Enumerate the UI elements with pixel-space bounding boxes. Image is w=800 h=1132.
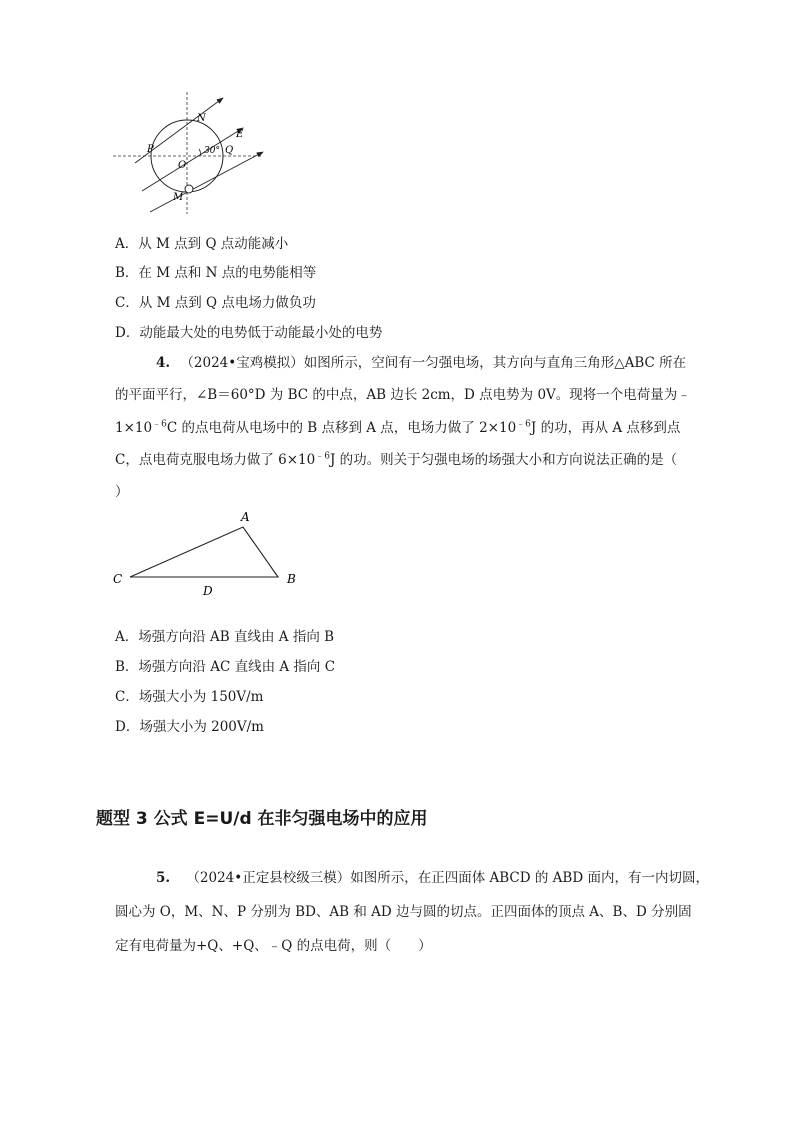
q3-option-d: D．动能最大处的电势低于动能最小处的电势 xyxy=(115,325,383,341)
point-m xyxy=(185,185,193,193)
q4-option-b: B．场强方向沿 AC 直线由 A 指向 C xyxy=(115,659,336,675)
field-line-2 xyxy=(142,128,243,191)
label-angle: 30° xyxy=(204,146,220,156)
q5-number: 5. xyxy=(156,870,171,886)
q5-line-3: 定有电荷量为+Q、+Q、﹣Q 的点电荷，则（ ） xyxy=(115,938,432,954)
label-c: C xyxy=(113,572,123,586)
label-e: E xyxy=(236,129,244,140)
q4-line-1 xyxy=(156,353,686,373)
triangle-abc-figure xyxy=(105,505,305,600)
label-a: A xyxy=(241,510,250,524)
q3-option-a: A．从 M 点到 Q 点动能减小 xyxy=(115,236,289,252)
label-d: D xyxy=(203,584,213,598)
label-m: M xyxy=(173,192,184,203)
q3-option-c: C．从 M 点到 Q 点电场力做负功 xyxy=(115,295,316,311)
label-n: N xyxy=(197,113,206,124)
label-o: O xyxy=(178,160,187,171)
q5-line-2: 圆心为 O，M、N、P 分别为 BD、AB 和 AD 边与圆的切点。正四面体的顶点 A、B、D 分别固 xyxy=(115,904,692,920)
triangle-abc xyxy=(130,527,278,577)
q4-line-5: ） xyxy=(115,484,129,500)
q4-number: 4. xyxy=(156,355,171,371)
q4-text-1: （2024•宝鸡模拟）如图所示，空间有一匀强电场，其方向与直角三角形△ABC 所在 xyxy=(180,355,687,371)
q4-option-a: A．场强方向沿 AB 直线由 A 指向 B xyxy=(115,629,335,645)
label-q: Q xyxy=(225,145,234,156)
circle xyxy=(151,120,223,192)
q4-option-c: C．场强大小为 150V/m xyxy=(115,689,264,705)
q4-line-4: C，点电荷克服电场力做了 $6\times 10^{﹣6}J$ 的功。则关于匀强电场的场强大小和方向说法正确的是（ xyxy=(115,451,678,468)
label-b: B xyxy=(287,572,296,586)
section-title: 题型 3 公式 E=U/d 在非匀强电场中的应用 xyxy=(96,809,428,829)
q5-text-1: （2024•正定县校级三模）如图所示，在正四面体 ABCD 的 ABD 面内，有一内切圆， xyxy=(186,870,709,886)
field-line-3 xyxy=(150,152,263,212)
q5-line-1 xyxy=(156,868,709,888)
circle-field-figure xyxy=(105,88,275,218)
label-p: P xyxy=(147,144,154,155)
q3-option-b: B．在 M 点和 N 点的电势能相等 xyxy=(115,265,317,281)
q4-line-2: 的平面平行，∠B＝60°D 为 BC 的中点，AB 边长 2cm，D 点电势为 0V。现将一个电荷量为﹣ xyxy=(115,387,691,403)
q4-option-d: D．场强大小为 200V/m xyxy=(115,719,264,735)
q4-line-3: $1\times 10^{﹣6}C$ 的点电荷从电场中的 B 点移到 A 点，电场力做了 $2\times 10^{﹣6}J$ 的功，再从 A 点移到点 xyxy=(115,419,681,436)
